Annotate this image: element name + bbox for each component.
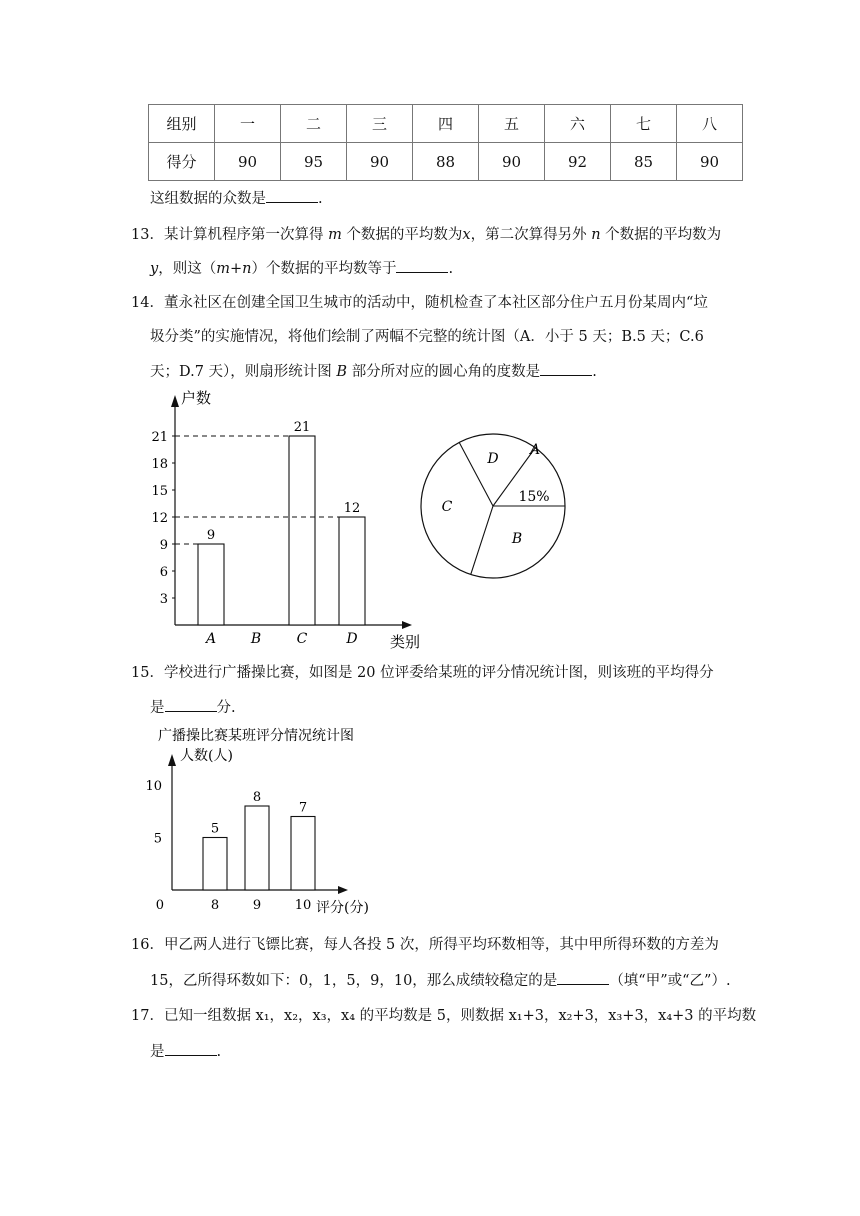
- y-axis-label: 户数: [181, 389, 212, 407]
- q16-line-2: [150, 970, 731, 991]
- table-cell: 85: [611, 143, 677, 181]
- x-tick-label: 9: [252, 898, 262, 913]
- var-x: x: [462, 227, 471, 243]
- x-axis-label: 类别: [390, 633, 421, 651]
- var-mn: m+n: [216, 261, 252, 277]
- q14-line-2: [150, 327, 704, 347]
- q12-text: 这组数据的众数是: [150, 191, 266, 207]
- q14-text: 部分所对应的圆心角的度数是: [351, 364, 541, 380]
- y-tick-label: 21: [151, 430, 168, 445]
- var-n: n: [591, 227, 601, 243]
- table-cell: 三: [347, 105, 413, 143]
- data-label: 7: [298, 800, 308, 816]
- pie-label: D: [487, 451, 499, 467]
- table-cell: 92: [545, 143, 611, 181]
- question-number: 16．: [131, 937, 164, 953]
- score-table: [148, 104, 743, 181]
- bar-A: [198, 544, 224, 625]
- y-tick-label: 12: [151, 511, 168, 526]
- table-cell: 90: [215, 143, 281, 181]
- q14-line-1: [131, 293, 708, 313]
- x-tick-label: A: [205, 631, 217, 647]
- y-tick-label: 15: [151, 484, 168, 499]
- y-axis-arrow: [171, 395, 179, 407]
- x-tick-label: 8: [210, 898, 220, 913]
- q15-text: 学校进行广播操比赛，如图是 20 位评委给某班的评分情况统计图，则该班的平均得分: [163, 665, 714, 681]
- q13-text: ，则这（: [158, 261, 217, 277]
- question-number: 15．: [131, 665, 164, 681]
- bar-9: [245, 806, 269, 890]
- q13-text: 某计算机程序第一次算得: [163, 227, 324, 243]
- q14-line-3: [150, 361, 597, 382]
- table-cell: 得分: [149, 143, 215, 181]
- q16-text: （填“甲”或“乙”）.: [609, 973, 731, 989]
- data-label: 12: [343, 501, 361, 516]
- y-tick-label: 10: [145, 779, 162, 794]
- table-row: [149, 143, 743, 181]
- q17-line-1: [131, 1006, 756, 1026]
- var-B: B: [336, 364, 348, 380]
- q16-line-1: [131, 935, 719, 955]
- table-cell: 组别: [149, 105, 215, 143]
- data-label: 8: [252, 790, 262, 805]
- data-label: 21: [293, 420, 311, 435]
- chart-title: 广播操比赛某班评分情况统计图: [158, 728, 354, 744]
- x-axis-arrow: [402, 621, 412, 629]
- x-axis-arrow: [338, 886, 348, 894]
- q15-text: 分.: [216, 700, 236, 716]
- question-number: 13．: [131, 227, 164, 243]
- answer-blank: [557, 970, 609, 985]
- y-tick-label: 5: [153, 831, 162, 847]
- table-cell: 90: [347, 143, 413, 181]
- var-y: y: [150, 261, 159, 277]
- y-tick-label: 6: [159, 565, 168, 580]
- table-cell: 六: [545, 105, 611, 143]
- y-axis-label: 人数(人): [180, 748, 233, 764]
- x-tick-label: D: [346, 631, 358, 647]
- pie-label: C: [441, 499, 453, 515]
- table-cell: 二: [281, 105, 347, 143]
- x-tick-label: 10: [294, 898, 312, 913]
- answer-blank: [396, 258, 448, 273]
- table-cell: 七: [611, 105, 677, 143]
- var-m: m: [328, 227, 342, 243]
- q14-text: 天；D.7 天），则扇形统计图: [150, 364, 332, 380]
- table-cell: 五: [479, 105, 545, 143]
- origin-label: 0: [155, 898, 164, 913]
- table-cell: 88: [413, 143, 479, 181]
- x-axis-label: 评分(分): [316, 900, 369, 916]
- period: .: [592, 364, 597, 380]
- q17-line-2: [150, 1041, 221, 1062]
- pie-label: B: [511, 531, 523, 547]
- category-pie-chart: [415, 410, 575, 590]
- q17-text: 是: [150, 1044, 165, 1060]
- table-cell: 95: [281, 143, 347, 181]
- q15-line-2: [150, 697, 236, 718]
- answer-blank: [266, 188, 318, 203]
- q13-line-1: [131, 225, 721, 245]
- question-number: 14．: [131, 295, 164, 311]
- bar-10: [291, 817, 315, 891]
- pie-label: A: [529, 442, 541, 458]
- q13-text: ，第二次算得另外: [470, 227, 587, 243]
- q13-text: 个数据的平均数为: [346, 227, 463, 243]
- y-tick-label: 9: [159, 538, 168, 553]
- q16-text: 甲乙两人进行飞镖比赛，每人各投 5 次，所得平均环数相等，其中甲所得环数的方差为: [163, 937, 719, 953]
- q16-text: 15，乙所得环数如下：0，1，5，9，10，那么成绩较稳定的是: [150, 973, 558, 989]
- period: .: [318, 191, 323, 207]
- table-cell: 一: [215, 105, 281, 143]
- answer-blank: [540, 361, 592, 376]
- score-bar-chart: [140, 722, 400, 922]
- q12-tail: [150, 188, 323, 209]
- y-tick-label: 3: [159, 592, 168, 607]
- q14-text: 圾分类”的实施情况，将他们绘制了两幅不完整的统计图（A．小于 5 天；B.5 天；C.6: [150, 329, 704, 345]
- answer-blank: [165, 1041, 217, 1056]
- period: .: [448, 261, 454, 277]
- y-tick-label: 18: [151, 457, 168, 472]
- x-tick-label: B: [250, 631, 262, 647]
- question-number: 17．: [131, 1008, 164, 1024]
- data-label: 9: [206, 528, 216, 543]
- q13-text: ）个数据的平均数等于: [251, 261, 397, 277]
- data-label: 5: [210, 821, 220, 837]
- household-bar-chart: [140, 385, 430, 653]
- q13-text: 个数据的平均数为: [605, 227, 722, 243]
- q17-text: 已知一组数据 x₁，x₂，x₃，x₄ 的平均数是 5，则数据 x₁+3，x₂+3，x₃+3，x₄+3 的平均数: [163, 1008, 757, 1024]
- q14-text: 董永社区在创建全国卫生城市的活动中，随机检查了本社区部分住户五月份某周内“垃: [163, 295, 708, 311]
- table-cell: 八: [677, 105, 743, 143]
- table-header-row: [149, 105, 743, 143]
- table-cell: 90: [479, 143, 545, 181]
- q13-line-2: [150, 258, 453, 279]
- bar-D: [339, 517, 365, 625]
- x-tick-label: C: [296, 631, 308, 647]
- table-cell: 四: [413, 105, 479, 143]
- period: .: [216, 1044, 222, 1060]
- bar-C: [289, 436, 315, 625]
- table-cell: 90: [677, 143, 743, 181]
- pie-value-label: 15%: [518, 489, 550, 505]
- q15-text: 是: [150, 700, 165, 716]
- q15-line-1: [131, 663, 714, 683]
- bar-8: [203, 838, 227, 891]
- answer-blank: [165, 697, 217, 712]
- y-axis-arrow: [168, 754, 176, 766]
